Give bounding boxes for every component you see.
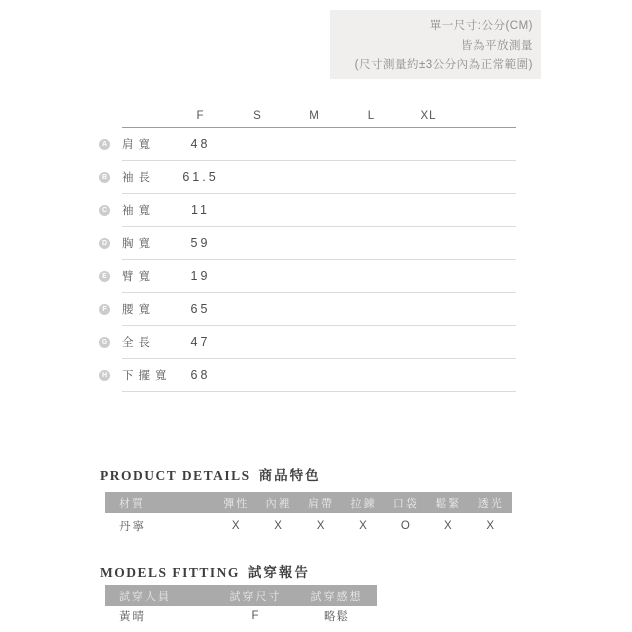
pd-value-pockets: O: [400, 520, 411, 532]
product-details-title-en: PRODUCT DETAILS: [100, 468, 251, 483]
mf-value-person: 黃晴: [119, 611, 146, 623]
row-letter-badge-icon: F: [99, 304, 110, 315]
product-details-header-bar: [105, 492, 512, 513]
pd-value-lining: X: [274, 520, 283, 532]
measure-label: 全長: [122, 337, 155, 349]
measure-label: 肩寬: [122, 139, 155, 151]
pd-value-elastic: X: [443, 520, 453, 532]
measure-value-f: 59: [190, 236, 211, 250]
pd-header-straps: 肩帶: [308, 497, 335, 510]
sizing-note-line: (尺寸測量約±3公分內為正常範圍): [354, 59, 533, 71]
pd-header-pockets: 口袋: [392, 497, 419, 510]
row-letter-badge-icon: D: [99, 238, 110, 249]
measure-label: 下擺寬: [122, 370, 172, 382]
table-row: [102, 293, 516, 326]
table-row: [101, 227, 516, 260]
measure-value-f: 47: [190, 335, 211, 349]
size-table-header-row: [122, 104, 516, 128]
pd-value-stretch: X: [231, 520, 241, 532]
size-col-f: F: [196, 109, 205, 122]
size-col-m: M: [309, 109, 320, 122]
size-col-xl: XL: [420, 109, 437, 122]
measure-label: 袖長: [122, 172, 155, 184]
measure-label: 袖寬: [122, 205, 155, 217]
measure-value-f: 11: [191, 203, 210, 217]
measure-value-f: 48: [190, 137, 211, 151]
table-row: [101, 161, 516, 194]
measure-value-f: 61.5: [182, 170, 219, 184]
table-row: [101, 359, 516, 392]
sizing-note-line: 單一尺寸:公分(CM): [429, 20, 533, 32]
row-letter-badge-icon: C: [99, 205, 110, 216]
product-details-title-zh: 商品特色: [258, 468, 321, 483]
row-letter-badge-icon: B: [99, 172, 110, 183]
pd-value-zipper: X: [359, 520, 368, 532]
measure-label: 腰寬: [122, 304, 155, 316]
row-letter-badge-icon: G: [99, 337, 110, 348]
models-fitting-title-zh: 試穿報告: [247, 565, 310, 580]
measure-value-f: 19: [190, 269, 211, 283]
mf-header-person: 試穿人員: [119, 590, 171, 603]
mf-value-feedback: 略鬆: [324, 611, 349, 623]
pd-header-zipper: 拉鍊: [350, 497, 377, 510]
mf-header-feedback: 試穿感想: [310, 590, 363, 603]
product-details-title: [100, 464, 321, 484]
row-letter-badge-icon: H: [99, 370, 110, 381]
models-fitting-title-en: MODELS FITTING: [100, 565, 240, 580]
pd-header-stretch: 彈性: [223, 497, 250, 510]
table-row: [101, 194, 516, 227]
pd-value-material: 丹寧: [119, 521, 146, 533]
measure-value-f: 68: [190, 368, 211, 382]
models-fitting-title: [100, 561, 310, 581]
pd-header-sheer: 透光: [477, 497, 504, 510]
models-fitting-value-row: [105, 603, 377, 629]
measure-label: 臂寬: [122, 271, 155, 283]
sizing-note-line: 皆為平放測量: [461, 39, 533, 52]
table-row: [102, 260, 516, 293]
size-col-l: L: [367, 109, 376, 122]
measure-value-f: 65: [190, 302, 211, 316]
pd-header-material: 材質: [119, 497, 145, 510]
pd-value-straps: X: [316, 520, 326, 532]
measure-label: 胸寬: [122, 238, 155, 250]
pd-header-elastic: 鬆緊: [435, 497, 462, 510]
size-col-s: S: [253, 109, 262, 122]
table-row: [101, 128, 516, 161]
row-letter-badge-icon: E: [99, 271, 110, 282]
pd-value-sheer: X: [486, 520, 496, 532]
table-row: [101, 326, 516, 359]
sizing-note-box: [330, 10, 541, 79]
row-letter-badge-icon: A: [99, 139, 110, 150]
size-measurement-table: [101, 104, 516, 392]
product-details-value-row: [105, 513, 512, 539]
pd-header-lining: 內裡: [265, 497, 292, 510]
mf-header-size: 試穿尺寸: [229, 590, 282, 603]
mf-value-size: F: [251, 610, 260, 622]
